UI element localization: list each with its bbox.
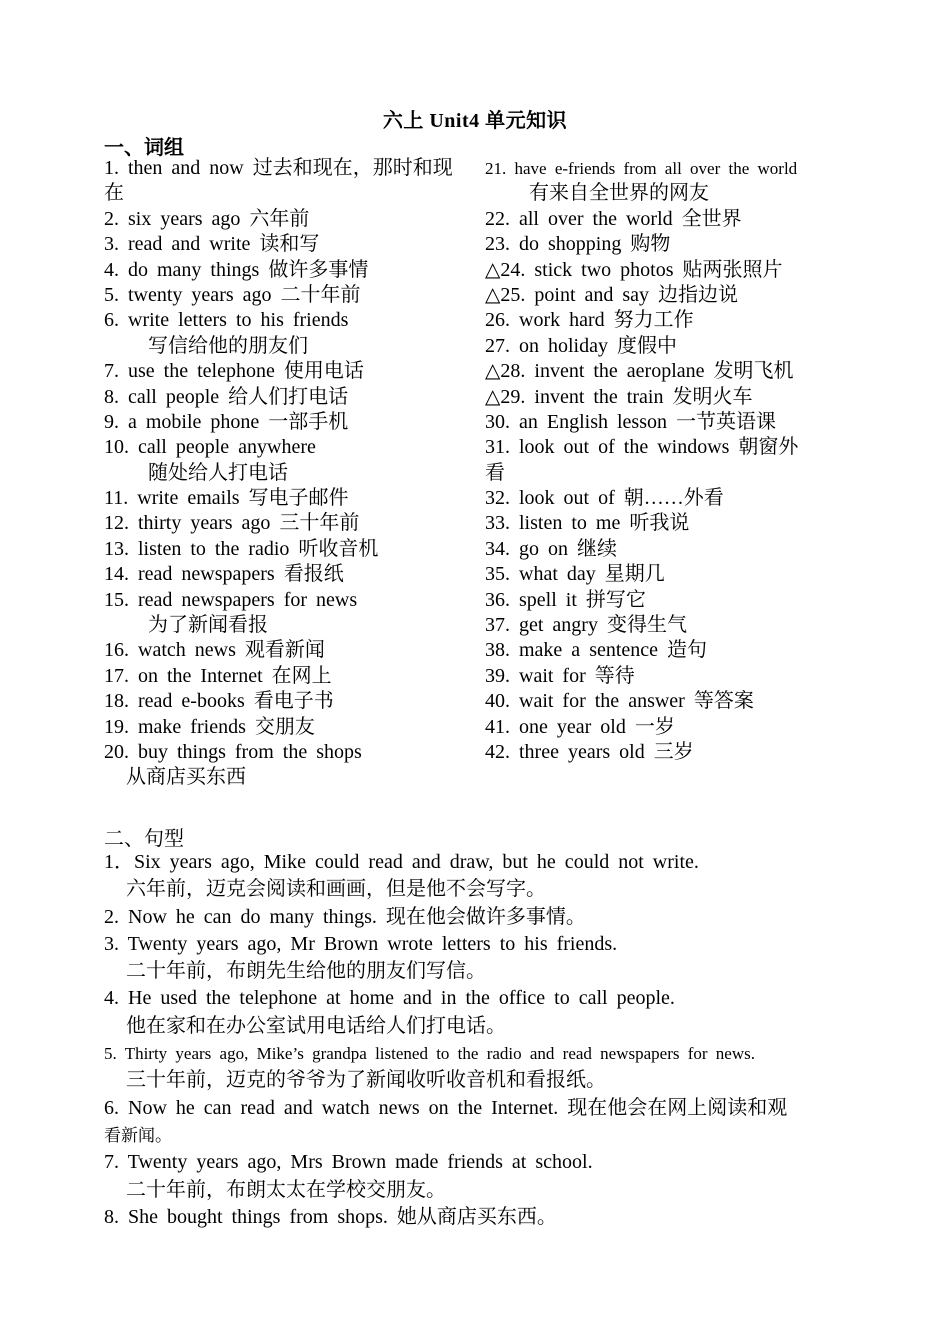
phrase-line: 5. twenty years ago 二十年前	[104, 283, 361, 306]
phrase-line: 9. a mobile phone 一部手机	[104, 410, 349, 433]
phrase-line: 16. watch news 观看新闻	[104, 639, 325, 662]
phrase-line: 在	[104, 182, 124, 205]
phrase-list-left	[104, 156, 464, 791]
sentence-line: 7. Twenty years ago, Mrs Brown made friends at school.	[104, 1151, 593, 1174]
sentence-line: 8. She bought things from shops. 她从商店买东西。	[104, 1205, 557, 1228]
section-heading-sentences: 二、句型	[104, 828, 184, 850]
phrase-line: 42. three years old 三岁	[485, 740, 694, 763]
phrase-line: 7. use the telephone 使用电话	[104, 360, 364, 383]
phrase-line: 看	[485, 461, 505, 484]
phrase-line: △24. stick two photos 贴两张照片	[485, 258, 783, 281]
phrase-line: 12. thirty years ago 三十年前	[104, 512, 360, 535]
page-title: 六上 Unit4 单元知识	[382, 110, 568, 132]
phrase-line: 2. six years ago 六年前	[104, 207, 310, 230]
phrase-line: 19. make friends 交朋友	[104, 715, 315, 738]
phrase-line: 41. one year old 一岁	[485, 715, 675, 738]
sentence-line: 6. Now he can read and watch news on the Internet. 现在他会在网上阅读和观	[104, 1096, 788, 1119]
sentence-line: 4. He used the telephone at home and in the office to call people.	[104, 987, 675, 1010]
phrase-line: 40. wait for the answer 等答案	[485, 690, 754, 713]
phrase-line: 32. look out of 朝……外看	[485, 487, 724, 510]
phrase-line: 14. read newspapers 看报纸	[104, 563, 344, 586]
phrase-line: 为了新闻看报	[148, 614, 268, 637]
phrase-line: 33. listen to me 听我说	[485, 512, 690, 535]
phrase-line: 有来自全世界的网友	[529, 182, 709, 205]
phrase-line: 13. listen to the radio 听收音机	[104, 537, 379, 560]
phrase-line: 36. spell it 拼写它	[485, 588, 646, 611]
phrase-line: 18. read e-books 看电子书	[104, 690, 334, 713]
sentence-line: 3. Twenty years ago, Mr Brown wrote letters to his friends.	[104, 932, 618, 955]
sentence-translation: 三十年前，迈克的爷爷为了新闻收听收音机和看报纸。	[126, 1069, 606, 1092]
phrase-line: 4. do many things 做许多事情	[104, 258, 369, 281]
phrase-line: 38. make a sentence 造句	[485, 639, 708, 662]
phrase-line: 26. work hard 努力工作	[485, 309, 694, 332]
phrase-line: 10. call people anywhere	[104, 436, 316, 459]
phrase-line: 37. get angry 变得生气	[485, 614, 687, 637]
phrase-line: 39. wait for 等待	[485, 664, 635, 687]
phrase-line: △25. point and say 边指边说	[485, 283, 739, 306]
phrase-line: 6. write letters to his friends	[104, 309, 349, 332]
phrase-line: 从商店买东西	[126, 766, 246, 789]
phrase-line: △28. invent the aeroplane 发明飞机	[485, 360, 794, 383]
sentence-translation: 二十年前，布朗太太在学校交朋友。	[126, 1178, 446, 1201]
sentence-translation: 二十年前，布朗先生给他的朋友们写信。	[126, 960, 486, 983]
phrase-line: 写信给他的朋友们	[148, 334, 308, 357]
phrase-line: 21. have e-friends from all over the world	[485, 159, 798, 178]
sentence-line: 看新闻。	[104, 1125, 172, 1145]
phrase-line: 34. go on 继续	[485, 537, 617, 560]
sentence-line: 5. Thirty years ago, Mike’s grandpa listened to the radio and read newspapers for news.	[104, 1044, 755, 1064]
phrase-line: 8. call people 给人们打电话	[104, 385, 349, 408]
phrase-line: 1. then and now 过去和现在，那时和现	[104, 157, 453, 179]
phrase-line: 11. write emails 写电子邮件	[104, 487, 349, 510]
sentence-list	[104, 849, 864, 1231]
phrase-line: △29. invent the train 发明火车	[485, 385, 753, 408]
sentence-translation: 他在家和在办公室试用电话给人们打电话。	[126, 1014, 506, 1037]
phrase-line: 31. look out of the windows 朝窗外	[485, 436, 799, 459]
phrase-line: 30. an English lesson 一节英语课	[485, 410, 776, 433]
phrase-line: 3. read and write 读和写	[104, 233, 320, 256]
phrase-line: 27. on holiday 度假中	[485, 334, 677, 357]
sentence-line: 2. Now he can do many things. 现在他会做许多事情。	[104, 905, 586, 928]
phrase-line: 随处给人打电话	[148, 461, 288, 484]
phrase-line: 23. do shopping 购物	[485, 233, 671, 256]
sentence-line: 1．Six years ago, Mike could read and draw, but he could not write.	[104, 851, 699, 873]
phrase-line: 20. buy things from the shops	[104, 740, 362, 763]
phrase-line: 17. on the Internet 在网上	[104, 664, 332, 687]
phrase-line: 22. all over the world 全世界	[485, 207, 742, 230]
phrase-line: 35. what day 星期几	[485, 563, 665, 586]
phrase-list-right	[485, 156, 845, 765]
sentence-translation: 六年前，迈克会阅读和画画，但是他不会写字。	[126, 878, 546, 901]
section-heading-phrases: 一、词组	[104, 137, 184, 159]
phrase-line: 15. read newspapers for news	[104, 588, 358, 611]
